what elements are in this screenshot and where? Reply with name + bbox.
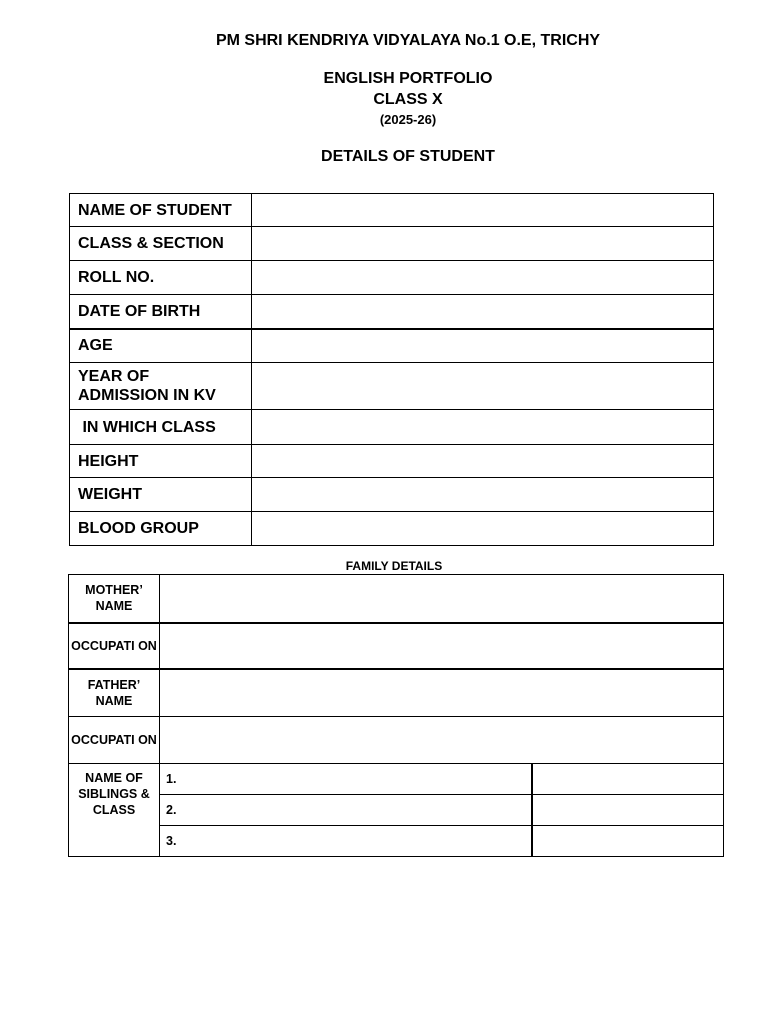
table-row <box>70 512 714 546</box>
sibling-class-2[interactable] <box>532 795 724 826</box>
table-row <box>70 445 714 478</box>
field-label-name: NAME OF STUDENT <box>70 194 252 227</box>
mother-occupation-label: OCCUPATI ON <box>69 623 160 669</box>
mother-occupation-value[interactable] <box>160 623 724 669</box>
table-row <box>70 478 714 512</box>
table-row <box>70 410 714 445</box>
school-name: PM SHRI KENDRIYA VIDYALAYA No.1 O.E, TRICHY <box>215 32 601 49</box>
sibling-class-3[interactable] <box>532 826 724 857</box>
field-value-class-section[interactable] <box>252 227 714 261</box>
table-row <box>69 623 724 669</box>
field-label-which-class: IN WHICH CLASS <box>70 410 252 445</box>
field-label-dob: DATE OF BIRTH <box>70 295 252 329</box>
family-details-table <box>68 574 724 857</box>
class-title: CLASS X <box>373 91 443 108</box>
field-value-name[interactable] <box>252 194 714 227</box>
field-value-which-class[interactable] <box>252 410 714 445</box>
table-row <box>69 795 724 826</box>
field-value-dob[interactable] <box>252 295 714 329</box>
father-name-label: FATHER’ NAME <box>69 669 160 717</box>
field-label-class-section: CLASS & SECTION <box>70 227 252 261</box>
table-row <box>69 575 724 623</box>
sibling-name-3[interactable]: 3. <box>160 826 533 857</box>
father-name-value[interactable] <box>160 669 724 717</box>
academic-year: (2025-26) <box>379 112 437 127</box>
field-value-age[interactable] <box>252 329 714 363</box>
table-row <box>70 194 714 227</box>
field-label-weight: WEIGHT <box>70 478 252 512</box>
siblings-label: NAME OF SIBLINGS & CLASS <box>69 764 160 857</box>
table-row <box>69 826 724 857</box>
field-value-height[interactable] <box>252 445 714 478</box>
table-row <box>70 363 714 410</box>
field-label-roll-no: ROLL NO. <box>70 261 252 295</box>
sibling-name-1[interactable]: 1. <box>160 764 533 795</box>
sibling-name-2[interactable]: 2. <box>160 795 533 826</box>
section-title: DETAILS OF STUDENT <box>321 148 495 165</box>
table-row <box>70 227 714 261</box>
field-label-year-of-admission: YEAR OF ADMISSION IN KV <box>70 363 252 410</box>
table-row <box>69 764 724 795</box>
table-row <box>69 669 724 717</box>
field-value-blood-group[interactable] <box>252 512 714 546</box>
table-row <box>70 329 714 363</box>
portfolio-title: ENGLISH PORTFOLIO <box>323 70 493 87</box>
table-row <box>69 717 724 764</box>
field-label-age: AGE <box>70 329 252 363</box>
mother-name-value[interactable] <box>160 575 724 623</box>
field-label-height: HEIGHT <box>70 445 252 478</box>
student-details-table <box>69 193 714 546</box>
father-occupation-label: OCCUPATI ON <box>69 717 160 764</box>
father-occupation-value[interactable] <box>160 717 724 764</box>
family-details-title: FAMILY DETAILS <box>345 559 443 573</box>
field-value-weight[interactable] <box>252 478 714 512</box>
table-row <box>70 295 714 329</box>
field-value-roll-no[interactable] <box>252 261 714 295</box>
sibling-class-1[interactable] <box>532 764 724 795</box>
field-value-year-of-admission[interactable] <box>252 363 714 410</box>
mother-name-label: MOTHER’ NAME <box>69 575 160 623</box>
table-row <box>70 261 714 295</box>
field-label-blood-group: BLOOD GROUP <box>70 512 252 546</box>
